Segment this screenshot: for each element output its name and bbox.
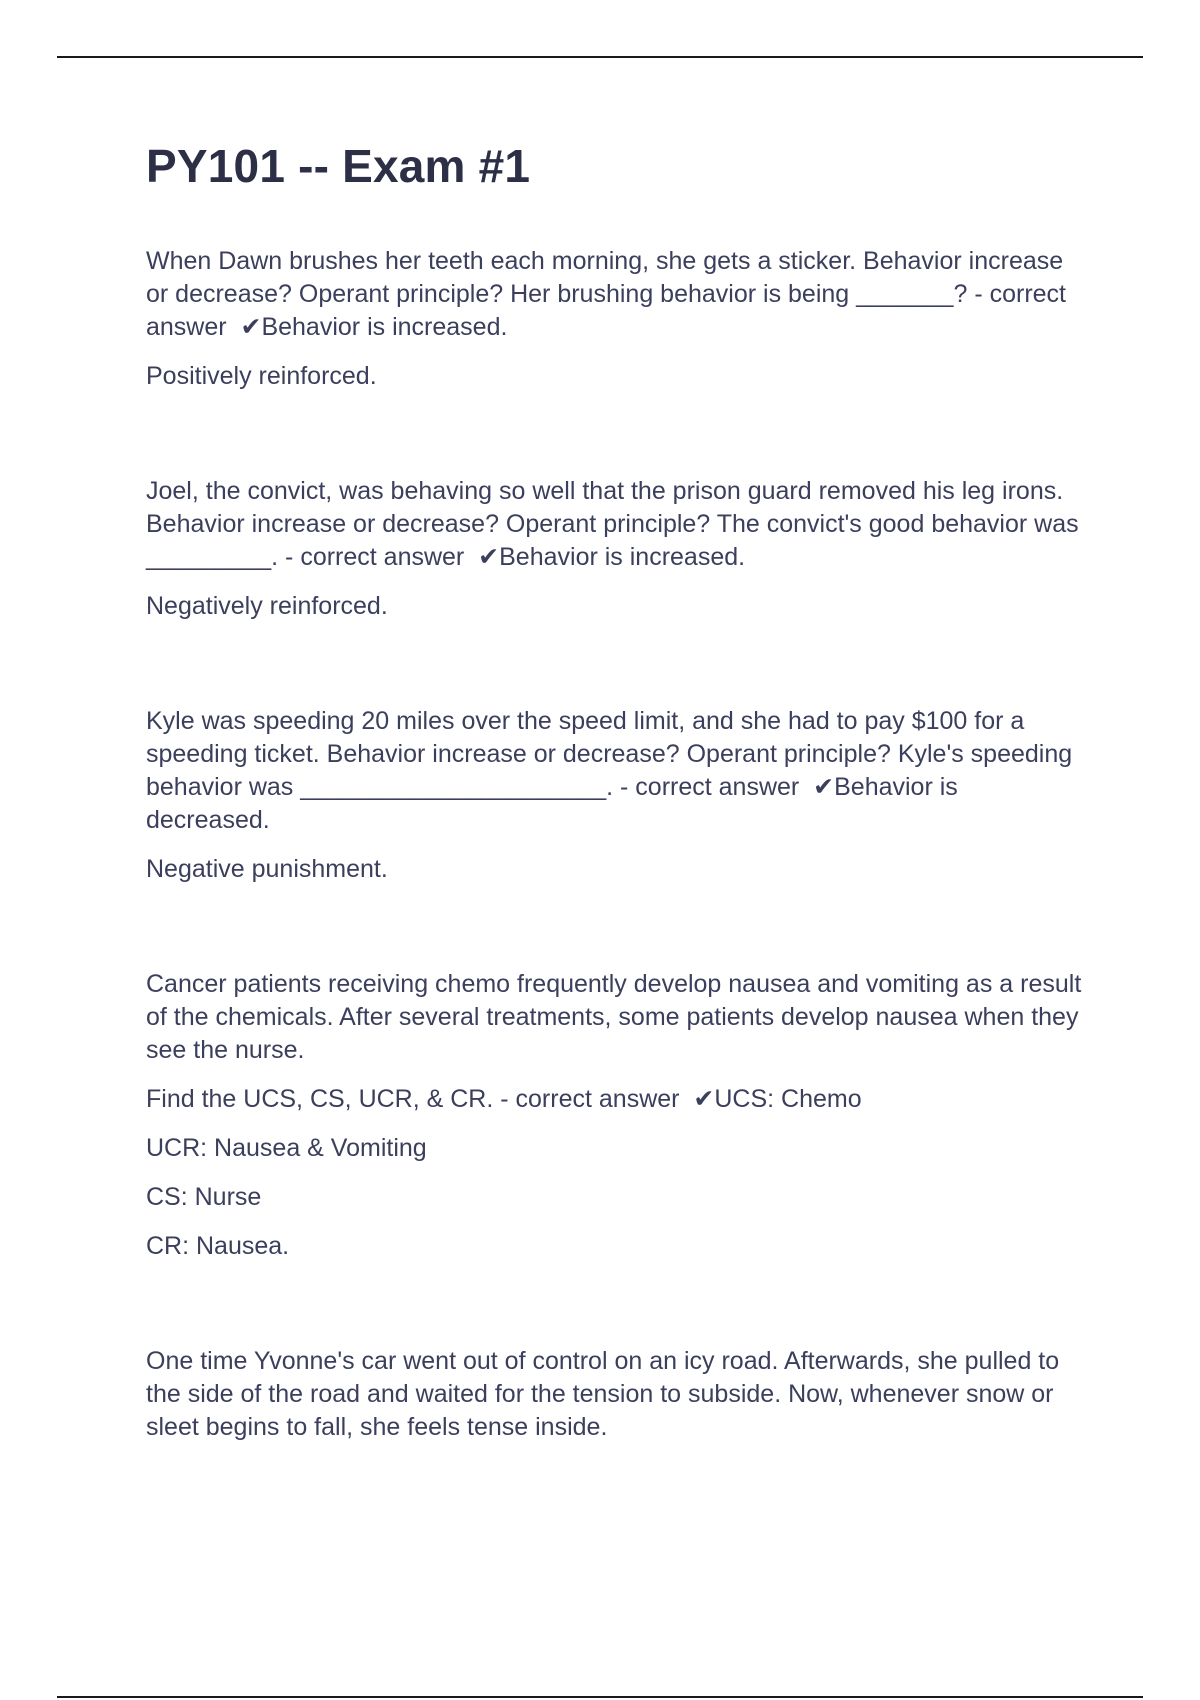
question-text: Joel, the convict, was behaving so well that the prison guard removed his leg irons. Behavior increase or decrease? Operant principle? The convict's good behavior was _________. - correct answer ✔Behavior is increased. [146,476,1079,571]
answer-line: Positively reinforced. [146,361,377,390]
answer-line: Behavior is decreased. [146,772,958,834]
question-intro: Cancer patients receiving chemo frequently develop nausea and vomiting as a result of the chemicals. After several treatments, some patients develop nausea when they see the nurse. [146,969,1082,1064]
answer-line: UCR: Nausea & Vomiting [146,1133,427,1162]
check-icon: ✔ [693,1084,715,1113]
correct-answer-label: correct answer [635,772,800,801]
check-icon: ✔ [813,772,835,801]
answer-line: CR: Nausea. [146,1231,290,1260]
answer-line: CS: Nurse [146,1182,262,1211]
qa-item [146,705,1086,886]
question: Find the UCS, CS, UCR, & CR. [146,1084,494,1113]
question-text: When Dawn brushes her teeth each morning, she gets a sticker. Behavior increase or decrease? Operant principle? Her brushing behavior is being _______? - correct answer ✔Behavior is increased. [146,246,1066,341]
top-rule [57,56,1143,58]
qa-item [146,1345,1086,1444]
question: When Dawn brushes her teeth each morning, she gets a sticker. Behavior increase or decrease? Operant principle? Her brushing behavior is being _______? [146,246,1064,308]
qa-item [146,475,1086,623]
check-icon: ✔ [478,542,500,571]
answer-line: Negatively reinforced. [146,591,388,620]
question: Joel, the convict, was behaving so well that the prison guard removed his leg irons. Behavior increase or decrease? Operant principle? The convict's good behavior was _________. [146,476,1079,571]
qa-item [146,245,1086,393]
correct-answer-label: correct answer [146,279,1066,341]
answer-line: UCS: Chemo [714,1084,862,1113]
page-title: PY101 -- Exam #1 [146,140,531,192]
question-text: One time Yvonne's car went out of control on an icy road. Afterwards, she pulled to the side of the road and waited for the tension to subside. Now, whenever snow or sleet begins to fall, she feels tense inside. [146,1346,1060,1441]
answer-line: Behavior is increased. [499,542,746,571]
question: Kyle was speeding 20 miles over the speed limit, and she had to pay $100 for a speeding ticket. Behavior increase or decrease? Operant principle? Kyle's speeding behavior was ______________________. [146,706,1073,801]
bottom-rule [57,1696,1143,1698]
correct-answer-label: correct answer [300,542,465,571]
check-icon: ✔ [240,312,262,341]
correct-answer-label: correct answer [515,1084,680,1113]
qa-item [146,968,1086,1263]
question-text: Kyle was speeding 20 miles over the speed limit, and she had to pay $100 for a speeding ticket. Behavior increase or decrease? Operant principle? Kyle's speeding behavior was ______________________. - correct answer ✔Behavior is decreased. [146,706,1073,834]
question-text: Find the UCS, CS, UCR, & CR. - correct answer ✔UCS: Chemo [146,1084,862,1113]
answer-line: Negative punishment. [146,854,388,883]
answer-line: Behavior is increased. [261,312,508,341]
document-body [146,140,1086,1460]
